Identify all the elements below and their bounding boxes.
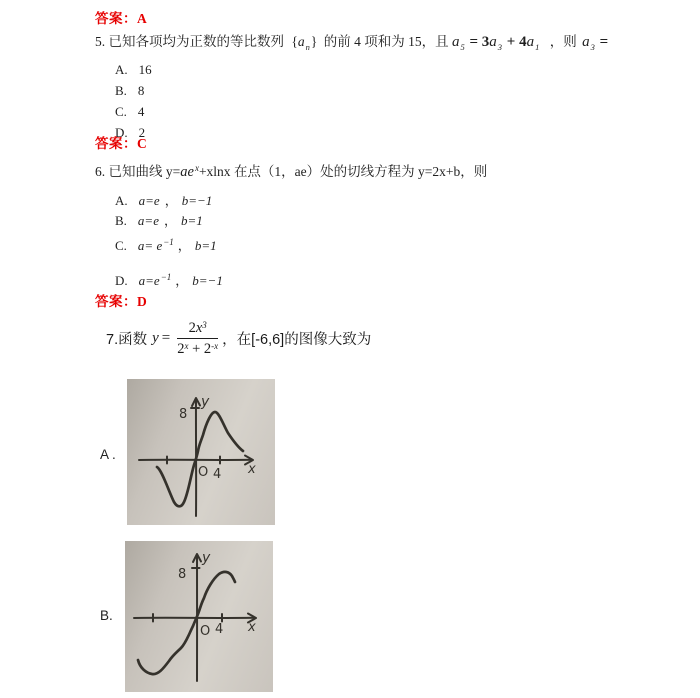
q5-option-a-label: A. xyxy=(115,62,128,77)
q6a-p2: b=−1 xyxy=(181,193,213,208)
graph-b-label: B. xyxy=(100,608,113,623)
q6c-p2: b=1 xyxy=(194,238,217,253)
q5-tail-text: ，则 xyxy=(549,34,577,49)
q6c-sup: −1 xyxy=(163,237,174,247)
q6-option-b xyxy=(115,210,203,229)
question-6 xyxy=(95,160,487,181)
q6-option-a xyxy=(115,190,212,209)
answer-label: 答案： xyxy=(95,136,137,151)
x-tick-label-4: 4 xyxy=(213,467,222,482)
x-axis-label: x xyxy=(248,462,256,477)
y-tick-label-8: 8 xyxy=(178,567,187,582)
q6-option-c-math xyxy=(138,238,217,253)
origin-label: O xyxy=(198,465,209,480)
q7-num-sup: 3 xyxy=(202,320,207,330)
q5-eq-a1: a xyxy=(451,34,460,50)
q5-option-b xyxy=(115,83,144,99)
x-axis-label: x xyxy=(248,620,256,635)
q5-eq-s3: 1 xyxy=(535,42,540,52)
q6c-sep: ， xyxy=(177,238,191,253)
q7-den-s1: x xyxy=(184,340,189,351)
answer-value: C xyxy=(137,136,148,151)
q5-option-c-label: C. xyxy=(115,104,127,119)
q7-tail: ，在[-6,6]的图像大致为 xyxy=(222,332,372,349)
q5-option-d-value: 2 xyxy=(138,125,146,140)
q6-option-a-label: A. xyxy=(115,193,128,208)
q6d-p1: a=e xyxy=(138,273,160,288)
q5-tail-eq xyxy=(582,34,608,50)
q5-option-c xyxy=(115,104,144,120)
q6d-sup: −1 xyxy=(160,272,172,282)
q7-var: y xyxy=(152,330,159,347)
question-7 xyxy=(106,320,371,357)
answer-label: 答案： xyxy=(95,11,137,26)
q7-num-var: x xyxy=(195,320,203,336)
y-axis-label: y xyxy=(202,550,211,566)
q7-numerator xyxy=(189,320,207,337)
q5-eq-a2: a xyxy=(489,34,497,50)
graph-b-drawing xyxy=(125,541,273,692)
q7-equals: = xyxy=(161,330,171,347)
q5-option-a xyxy=(115,62,152,78)
q5-brace-open: { xyxy=(291,34,298,49)
q6b-p1: a=e xyxy=(137,213,159,228)
q6-option-c-label: C. xyxy=(115,238,127,253)
q5-seq-sub: n xyxy=(305,42,310,52)
q6-option-b-math xyxy=(138,213,203,228)
q6a-p1: a=e xyxy=(138,193,160,208)
q5-option-c-value: 4 xyxy=(137,104,145,119)
q6-expr-base: ae xyxy=(180,164,194,180)
q6-mid: 在点（1，ae）处的切线方程为 y=2x+b，则 xyxy=(230,164,488,179)
q6b-p2: b=1 xyxy=(180,213,203,228)
q7-lead: 7.函数 xyxy=(106,332,148,349)
q6d-sep: ， xyxy=(175,273,189,288)
q7-den-b1: 2 xyxy=(177,340,185,357)
answer-previous xyxy=(95,7,147,27)
y-axis-label: y xyxy=(201,394,210,410)
x-tick-label-4: 4 xyxy=(215,622,224,637)
q6-option-a-math xyxy=(139,193,213,208)
graph-b-photo xyxy=(125,541,273,692)
q6d-p2: b=−1 xyxy=(192,273,223,288)
q6-option-c xyxy=(115,235,217,254)
q7-denominator xyxy=(177,341,218,358)
q6-option-b-label: B. xyxy=(115,213,127,228)
q5-eq-a3: a xyxy=(526,34,535,50)
question-5 xyxy=(95,30,608,51)
q6-option-d-label: D. xyxy=(115,273,128,288)
q5-brace-close: } xyxy=(310,34,318,49)
q5-seq-base: a xyxy=(297,34,305,49)
q5-option-a-value: 16 xyxy=(138,62,152,77)
q6a-sep: ， xyxy=(164,193,178,208)
graph-a-drawing xyxy=(127,379,275,525)
q5-tail-s: 3 xyxy=(590,42,595,52)
q5-option-d-label: D. xyxy=(115,125,128,140)
q6b-sep: ， xyxy=(163,213,177,228)
q6c-p1: a= e xyxy=(137,238,163,253)
q7-den-s2: -x xyxy=(211,340,219,351)
answer-value: A xyxy=(137,11,148,26)
q5-tail-a: a xyxy=(582,34,590,50)
q5-eq-op1: = 3 xyxy=(465,34,490,50)
y-tick-label-8: 8 xyxy=(179,407,188,422)
graph-a-photo xyxy=(127,379,275,525)
answer-5 xyxy=(95,132,147,152)
answer-label: 答案： xyxy=(95,294,137,309)
q7-den-op: + 2 xyxy=(188,340,212,357)
q6-option-d xyxy=(115,270,223,289)
q6-expr-rest: +xlnx xyxy=(198,164,231,179)
q5-tail-op: = xyxy=(595,34,609,50)
q5-eq-s2: 3 xyxy=(497,42,503,52)
answer-value: D xyxy=(137,294,148,309)
q5-eq-op2: + 4 xyxy=(503,34,527,50)
q5-option-b-label: B. xyxy=(115,83,127,98)
q7-fraction xyxy=(177,320,218,357)
fraction-bar xyxy=(177,338,218,339)
q6-expr-sup: x xyxy=(194,163,199,173)
q5-eq-s1: 5 xyxy=(460,42,465,52)
q7-num-coef: 2 xyxy=(188,320,196,336)
q6-lead: 6. 已知曲线 y= xyxy=(95,164,181,179)
q5-equation xyxy=(452,34,540,50)
origin-label: O xyxy=(200,624,211,639)
q5-lead: 5. 已知各项均为正数的等比数列 xyxy=(95,34,284,49)
graph-a-label: A . xyxy=(100,447,116,462)
q5-option-b-value: 8 xyxy=(137,83,145,98)
answer-6 xyxy=(95,290,147,310)
q5-mid: 的前 4 项和为 15，且 xyxy=(323,34,449,49)
q6-option-d-math xyxy=(139,273,223,288)
